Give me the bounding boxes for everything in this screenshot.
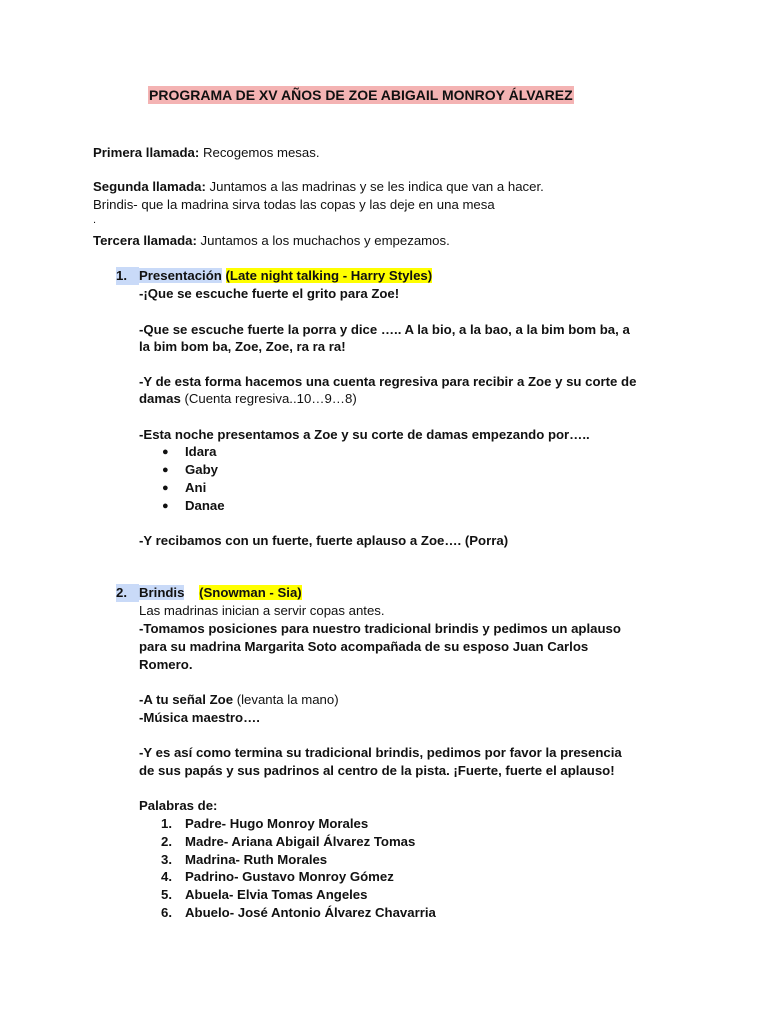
s1-p3b-bold: damas [139, 391, 181, 406]
speaker-number: 4. [161, 869, 172, 884]
section-2-heading [139, 584, 302, 602]
tercera-llamada [93, 232, 450, 250]
s1-p2a: -Que se escuche fuerte la porra y dice ….. A la bio, a la bao, a la bim bom ba, a [139, 322, 630, 337]
speaker-item: Madrina- Ruth Morales [185, 852, 328, 867]
s2-p5b: de sus papás y sus padrinos al centro de la pista. ¡Fuerte, fuerte el aplauso! [139, 763, 615, 778]
speaker-item: Padrino- Gustavo Monroy Gómez [185, 869, 394, 884]
s1-p5: -Y recibamos con un fuerte, fuerte aplauso a Zoe…. (Porra) [139, 533, 509, 548]
s1-p3b-rest: (Cuenta regresiva..10…9…8) [180, 391, 357, 406]
dama-item: Danae [185, 498, 225, 513]
s2-p1: Las madrinas inician a servir copas antes. [139, 603, 385, 618]
speaker-item: Padre- Hugo Monroy Morales [185, 816, 369, 831]
bullet-icon: ● [162, 446, 169, 458]
speaker-number: 1. [161, 816, 172, 831]
s1-p3a: -Y de esta forma hacemos una cuenta regresiva para recibir a Zoe y su corte de [139, 374, 637, 389]
section-2-name: Brindis [139, 585, 185, 600]
tercera-text: Juntamos a los muchachos y empezamos. [196, 233, 450, 248]
s2-p3-bold: -A tu señal Zoe [139, 692, 234, 707]
stray-dot: . [93, 214, 97, 226]
s2-p2b: para su madrina Margarita Soto acompañada de su esposo Juan Carlos [139, 639, 589, 654]
segunda-llamada [93, 178, 544, 196]
section-1-number: 1. [116, 267, 139, 285]
s1-p4: -Esta noche presentamos a Zoe y su corte de damas empezando por….. [139, 427, 590, 442]
s1-p3b [139, 390, 357, 408]
s2-p3-rest: (levanta la mano) [233, 692, 339, 707]
s2-p2c: Romero. [139, 657, 193, 672]
s2-p4: -Música maestro…. [139, 710, 260, 725]
bullet-icon: ● [162, 464, 169, 476]
bullet-icon: ● [162, 500, 169, 512]
section-1-heading [139, 267, 432, 285]
speaker-number: 6. [161, 905, 172, 920]
primera-text: Recogemos mesas. [199, 145, 320, 160]
page-title: PROGRAMA DE XV AÑOS DE ZOE ABIGAIL MONROY ÁLVAREZ [149, 87, 573, 103]
s1-p1: -¡Que se escuche fuerte el grito para Zoe! [139, 286, 400, 301]
bullet-icon: ● [162, 482, 169, 494]
speaker-number: 5. [161, 887, 172, 902]
speaker-item: Abuela- Elvia Tomas Angeles [185, 887, 368, 902]
dama-item: Idara [185, 444, 217, 459]
tercera-label: Tercera llamada: [93, 233, 197, 248]
s2-p2a: -Tomamos posiciones para nuestro tradicional brindis y pedimos un aplauso [139, 621, 621, 636]
speaker-number: 3. [161, 852, 172, 867]
speaker-number: 2. [161, 834, 172, 849]
dama-item: Gaby [185, 462, 218, 477]
section-1-name: Presentación [139, 268, 222, 283]
segunda-text: Juntamos a las madrinas y se les indica que van a hacer. [205, 179, 544, 194]
dama-item: Ani [185, 480, 207, 495]
speaker-item: Madre- Ariana Abigail Álvarez Tomas [185, 834, 416, 849]
primera-label: Primera llamada: [93, 145, 200, 160]
primera-llamada [93, 144, 320, 162]
palabras-label: Palabras de: [139, 798, 218, 813]
segunda-label: Segunda llamada: [93, 179, 206, 194]
brindis-note: Brindis- que la madrina sirva todas las copas y las deje en una mesa [93, 197, 495, 212]
section-2-number: 2. [116, 584, 139, 602]
s1-p2b: la bim bom ba, Zoe, Zoe, ra ra ra! [139, 339, 346, 354]
section-1-song: (Late night talking - Harry Styles) [225, 268, 433, 283]
speaker-item: Abuelo- José Antonio Álvarez Chavarria [185, 905, 436, 920]
section-2-song: (Snowman - Sia) [199, 585, 302, 600]
s2-p5a: -Y es así como termina su tradicional brindis, pedimos por favor la presencia [139, 745, 622, 760]
s2-p3 [139, 691, 339, 709]
